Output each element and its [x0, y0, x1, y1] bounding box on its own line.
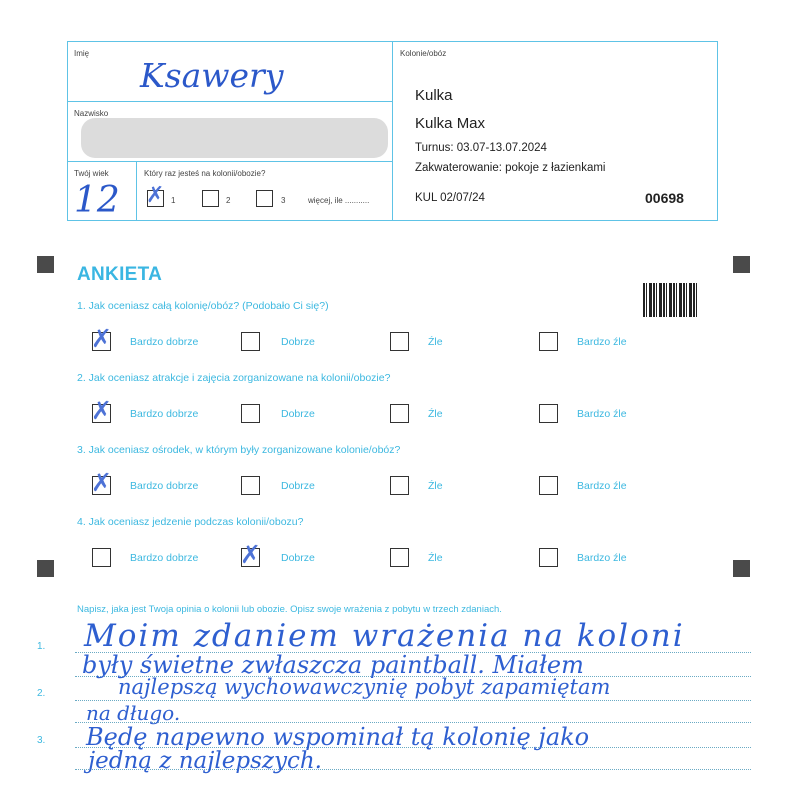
line-number: 3. [37, 735, 46, 746]
q1-option-zle-checkbox[interactable] [390, 332, 409, 351]
q3-option-label: Bardzo dobrze [130, 480, 199, 492]
q1-option-bardzo-zle-checkbox[interactable] [539, 332, 558, 351]
imie-value[interactable]: Ksawery [140, 56, 284, 95]
q4-option-dobrze-checkbox[interactable] [240, 540, 261, 569]
q1-option-dobrze-checkbox[interactable] [241, 332, 260, 351]
kolonia-name: Kulka [415, 87, 453, 104]
line-number: 2. [37, 688, 46, 699]
q4-option-label: Bardzo dobrze [130, 552, 199, 564]
q1-option-label: Bardzo dobrze [130, 336, 199, 348]
redacted-surname [81, 118, 388, 158]
survey-title: ANKIETA [77, 264, 163, 285]
q4-option-label: Dobrze [281, 552, 315, 564]
registration-marker [733, 256, 750, 273]
q3-option-dobrze-checkbox[interactable] [241, 476, 260, 495]
question-4: 4. Jak oceniasz jedzenie podczas kolonii/obozu? [77, 516, 304, 528]
header-form [67, 41, 718, 221]
question-1: 1. Jak oceniasz całą kolonię/obóz? (Podobało Ci się?) [77, 300, 329, 312]
barcode [643, 283, 697, 317]
question-2: 2. Jak oceniasz atrakcje i zajęcia zorganizowane na kolonii/obozie? [77, 372, 391, 384]
q2-option-bardzo-zle-checkbox[interactable] [539, 404, 558, 423]
handwriting-line[interactable]: jedną z najlepszych. [88, 748, 322, 774]
ktory-raz-option-1: 1 [171, 196, 176, 205]
imie-label: Imię [74, 49, 90, 58]
x-mark-icon: ✗ [91, 396, 112, 425]
ktory-raz-checkbox-1[interactable] [146, 183, 165, 208]
ktory-raz-label: Który raz jesteś na kolonii/obozie? [144, 169, 266, 178]
question-3: 3. Jak oceniasz ośrodek, w którym były zorganizowane kolonie/obóz? [77, 444, 401, 456]
opinion-prompt: Napisz, jaka jest Twoja opinia o kolonii lub obozie. Opisz swoje wrażenia z pobytu w trzech zdaniach. [77, 604, 502, 615]
q2-option-bardzo-dobrze-checkbox[interactable] [91, 396, 112, 425]
ktory-raz-option-2: 2 [226, 196, 231, 205]
turnus: Turnus: 03.07-13.07.2024 [415, 142, 547, 154]
form-number: 00698 [645, 190, 684, 206]
zakwaterowanie: Zakwaterowanie: pokoje z łazienkami [415, 162, 606, 174]
x-mark-icon: ✗ [240, 540, 261, 569]
handwriting-line[interactable]: były świetne zwłaszcza paintball. Miałem [82, 651, 584, 679]
q3-option-zle-checkbox[interactable] [390, 476, 409, 495]
nazwisko-label: Nazwisko [74, 109, 109, 118]
registration-marker [37, 560, 54, 577]
kolonia-code: KUL 02/07/24 [415, 192, 485, 204]
q2-option-zle-checkbox[interactable] [390, 404, 409, 423]
divider [68, 101, 392, 102]
ktory-raz-option-more: więcej, ile ........... [308, 196, 370, 205]
registration-marker [733, 560, 750, 577]
ktory-raz-option-3: 3 [281, 196, 286, 205]
q2-option-label: Bardzo źle [577, 408, 627, 420]
q2-option-label: Dobrze [281, 408, 315, 420]
wiek-label: Twój wiek [74, 169, 109, 178]
q4-option-label: Bardzo źle [577, 552, 627, 564]
q2-option-label: Bardzo dobrze [130, 408, 199, 420]
line-number: 1. [37, 641, 46, 652]
handwriting-line[interactable]: Będę napewno wspominał tą kolonię jako [86, 723, 590, 751]
handwriting-line[interactable]: Moim zdaniem wrażenia na koloni [84, 618, 685, 654]
handwriting-line[interactable]: najlepszą wychowawczynię pobyt zapamiętam [118, 675, 611, 699]
q4-option-bardzo-dobrze-checkbox[interactable] [92, 548, 111, 567]
q3-option-bardzo-dobrze-checkbox[interactable] [91, 468, 112, 497]
q1-option-label: Bardzo źle [577, 336, 627, 348]
q4-option-label: Źle [428, 552, 443, 564]
divider [392, 42, 393, 221]
divider [136, 161, 137, 221]
kolonia-program: Kulka Max [415, 115, 486, 132]
q3-option-label: Dobrze [281, 480, 315, 492]
ktory-raz-checkbox-2[interactable] [202, 190, 219, 207]
q4-option-zle-checkbox[interactable] [390, 548, 409, 567]
q1-option-label: Źle [428, 336, 443, 348]
q2-option-dobrze-checkbox[interactable] [241, 404, 260, 423]
q1-option-bardzo-dobrze-checkbox[interactable] [91, 324, 112, 353]
handwriting-line[interactable]: na długo. [86, 701, 181, 725]
q2-option-label: Źle [428, 408, 443, 420]
registration-marker [37, 256, 54, 273]
q1-option-label: Dobrze [281, 336, 315, 348]
q4-option-bardzo-zle-checkbox[interactable] [539, 548, 558, 567]
ktory-raz-checkbox-3[interactable] [256, 190, 273, 207]
q3-option-bardzo-zle-checkbox[interactable] [539, 476, 558, 495]
x-mark-icon: ✗ [146, 183, 165, 208]
q3-option-label: Źle [428, 480, 443, 492]
wiek-value[interactable]: 12 [74, 180, 120, 221]
x-mark-icon: ✗ [91, 324, 112, 353]
kolonia-label: Kolonie/obóz [400, 49, 447, 58]
x-mark-icon: ✗ [91, 468, 112, 497]
q3-option-label: Bardzo źle [577, 480, 627, 492]
divider [68, 161, 392, 162]
